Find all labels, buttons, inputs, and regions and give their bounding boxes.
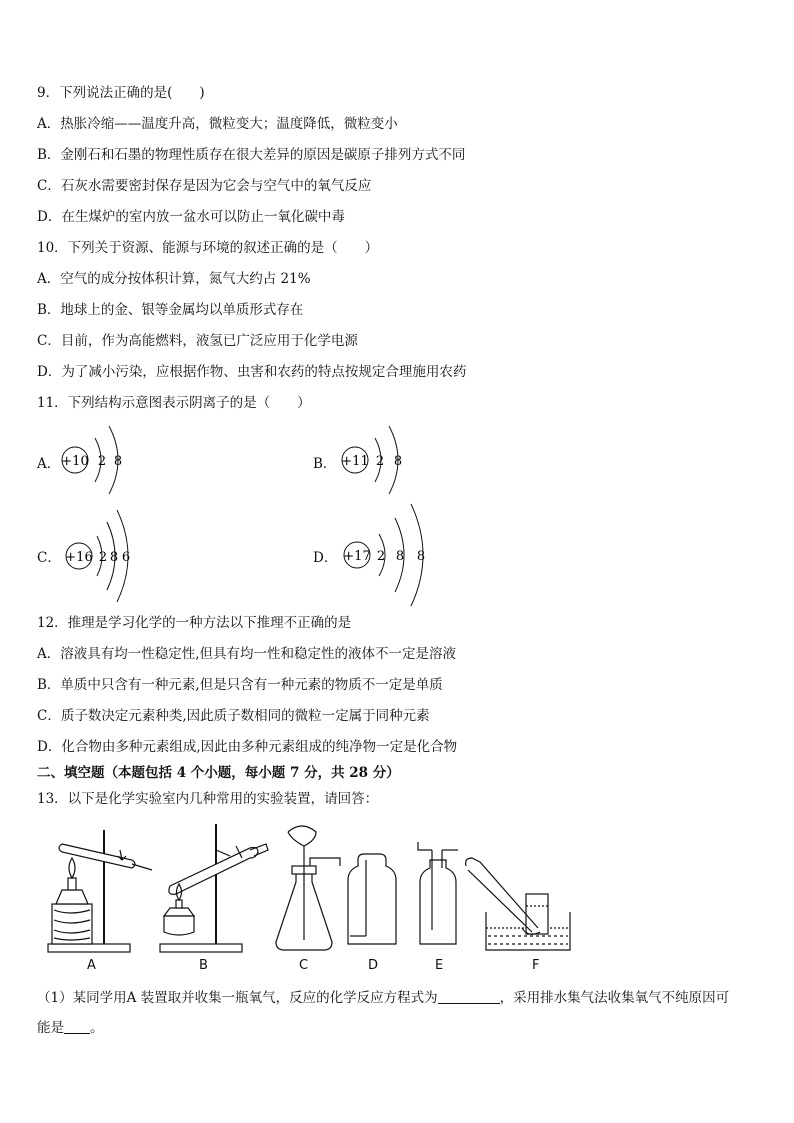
option-label-a: A． [37, 456, 61, 472]
nucleus-c: +16 [65, 550, 93, 565]
q13-part1-text: （1）某同学用A 装置取并收集一瓶氧气，反应的化学反应方程式为 [37, 990, 438, 1006]
lab-apparatus-illustration [40, 820, 580, 956]
option-label-d: D． [313, 550, 338, 566]
apparatus-label-c: C [299, 958, 309, 973]
apparatus-a [48, 830, 152, 952]
q13-stem: 13．以下是化学实验室内几种常用的实验装置，请回答： [37, 791, 379, 807]
shell-d-3: 8 [416, 549, 426, 564]
q12-option-b: B．单质中只含有一种元素,但是只含有一种元素的物质不一定是单质 [37, 677, 443, 693]
shell-a-1: 2 [97, 454, 107, 469]
q13-part1-line2 [37, 1019, 104, 1037]
apparatus-e [418, 842, 458, 944]
apparatus-label-e: E [435, 958, 444, 973]
shell-c-1: 2 [98, 550, 108, 565]
shell-b-1: 2 [375, 454, 385, 469]
shell-c-2: 8 [109, 550, 119, 565]
apparatus-label-b: B [199, 958, 208, 973]
q10-option-c: C．目前，作为高能燃料，液氢已广泛应用于化学电源 [37, 333, 358, 349]
q12-option-c: C．质子数决定元素种类,因此质子数相同的微粒一定属于同种元素 [37, 708, 430, 724]
q13-part1-cont: 能是 [37, 1020, 64, 1036]
q13-part1-mid: ，采用排水集气法收集氧气不纯原因可 [499, 990, 730, 1006]
apparatus-f [466, 858, 570, 950]
q9-option-c: C．石灰水需要密封保存是因为它会与空气中的氧气反应 [37, 178, 372, 194]
section-heading: 二、填空题（本题包括 4 个小题，每小题 7 分，共 28 分） [37, 765, 400, 781]
apparatus-label-d: D [368, 958, 379, 973]
q13-part1-line1 [37, 989, 729, 1007]
apparatus-d [348, 854, 396, 944]
q12-option-a: A．溶液具有均一性稳定性,但具有均一性和稳定性的液体不一定是溶液 [37, 646, 457, 662]
nucleus-d: +17 [343, 549, 371, 564]
q9-option-a: A．热胀冷缩——温度升高，微粒变大；温度降低，微粒变小 [37, 116, 398, 132]
q11-stem: 11．下列结构示意图表示阴离子的是（ ） [37, 395, 311, 411]
q9-option-d: D．在生煤炉的室内放一盆水可以防止一氧化碳中毒 [37, 209, 345, 225]
q10-option-d: D．为了减小污染，应根据作物、虫害和农药的特点按规定合理施用农药 [37, 364, 467, 380]
nucleus-b: +11 [341, 454, 369, 469]
apparatus-label-a: A [87, 958, 96, 973]
answer-blank-reason[interactable] [64, 1019, 90, 1034]
answer-blank-equation[interactable] [438, 989, 500, 1004]
option-label-b: B． [313, 456, 337, 472]
shell-d-1: 2 [376, 549, 386, 564]
shell-b-2: 8 [393, 454, 403, 469]
q10-option-b: B．地球上的金、银等金属均以单质形式存在 [37, 302, 304, 318]
q12-option-d: D．化合物由多种元素组成,因此由多种元素组成的纯净物一定是化合物 [37, 739, 458, 755]
shell-c-3: 6 [121, 550, 131, 565]
nucleus-a: +10 [61, 454, 89, 469]
q9-stem: 9．下列说法正确的是( ) [37, 85, 205, 101]
q10-option-a: A．空气的成分按体积计算，氮气大约占 21% [37, 271, 311, 287]
q12-stem: 12．推理是学习化学的一种方法以下推理不正确的是 [37, 615, 352, 631]
q13-part1-end: 。 [90, 1020, 104, 1036]
apparatus-label-f: F [532, 958, 540, 973]
apparatus-c [276, 826, 340, 950]
shell-d-2: 8 [395, 549, 405, 564]
option-label-c: C． [37, 550, 61, 566]
q9-option-b: B．金刚石和石墨的物理性质存在很大差异的原因是碳原子排列方式不同 [37, 147, 466, 163]
apparatus-b [160, 824, 268, 952]
q10-stem: 10．下列关于资源、能源与环境的叙述正确的是（ ） [37, 240, 379, 256]
shell-a-2: 8 [113, 454, 123, 469]
